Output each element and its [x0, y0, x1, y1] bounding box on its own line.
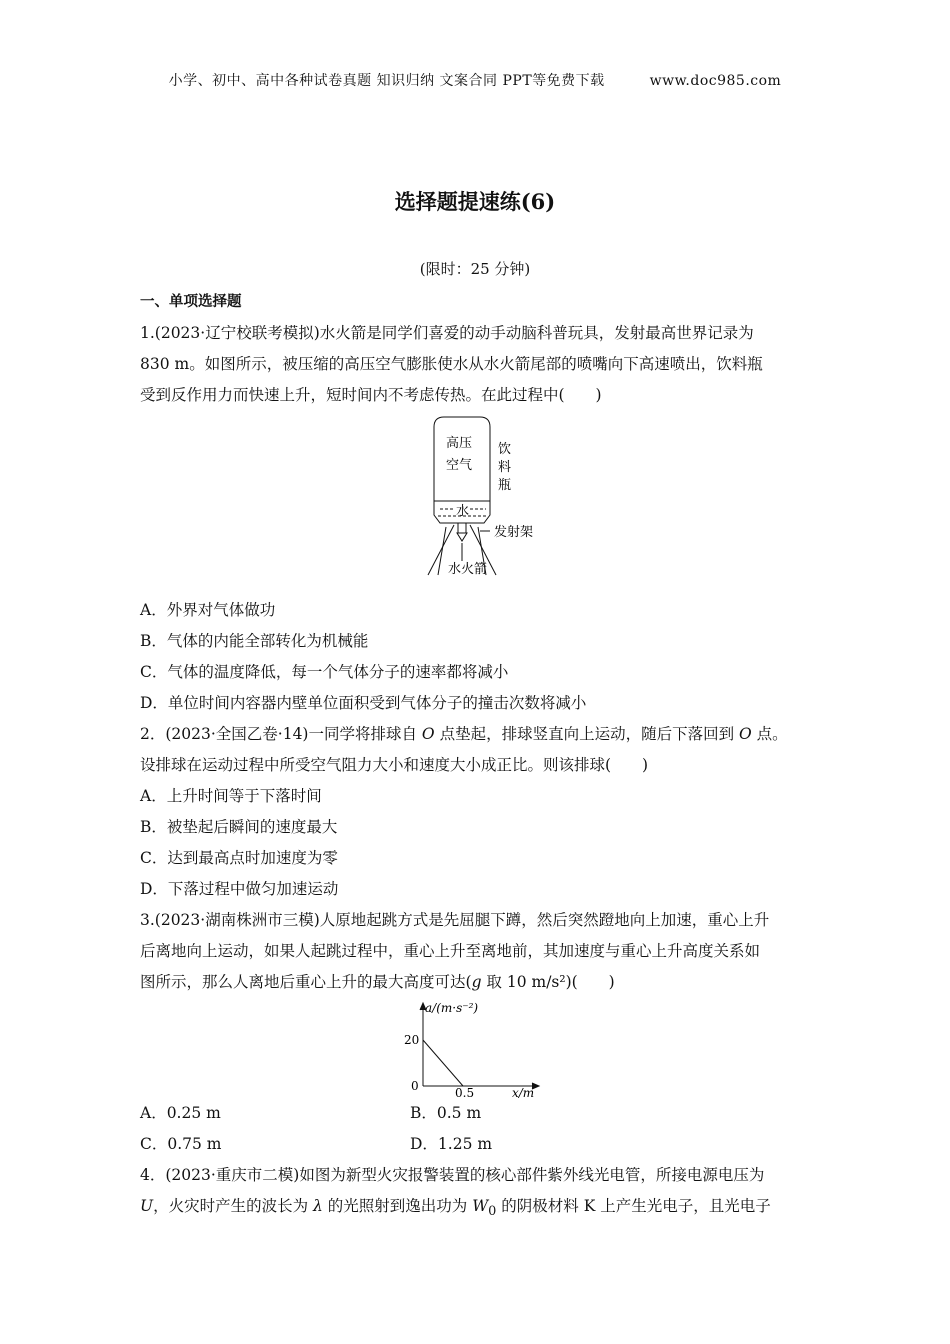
q1-option-d: D．单位时间内容器内壁单位面积受到气体分子的撞击次数将减小: [140, 694, 587, 712]
q2-line2: 设排球在运动过程中所受空气阻力大小和速度大小成正比。则该排球( ): [140, 756, 649, 774]
q3-line3: 图所示，那么人离地后重心上升的最大高度可达(g 取 10 m/s²)( ): [140, 973, 615, 991]
fig-water-label: 水: [456, 504, 470, 519]
graph-x-tick-05: 0.5: [455, 1086, 475, 1098]
fig-bottle-label-3: 瓶: [498, 478, 512, 493]
graph-line: [423, 1040, 463, 1086]
water-rocket-figure: [410, 413, 610, 593]
fig-air-label-1: 高压: [446, 436, 473, 451]
graph-y-label: a/(m·s⁻²): [425, 1001, 479, 1015]
header-text: 小学、初中、高中各种试卷真题 知识归纳 文案合同 PPT等免费下载: [168, 73, 605, 89]
graph-origin: 0: [411, 1079, 419, 1093]
q1-line3: 受到反作用力而快速上升，短时间内不考虑传热。在此过程中( ): [140, 386, 602, 404]
q3-line1: 3.(2023·湖南株洲市三模)人原地起跳方式是先屈腿下蹲，然后突然蹬地向上加速，重心上升: [140, 911, 770, 929]
fig-rocket-label: 水火箭: [448, 562, 488, 577]
q4-line2: U，火灾时产生的波长为 λ 的光照射到逸出功为 $W_0$ 的阴极材料 K 上产生光电子，且光电子: [140, 1197, 771, 1220]
q3-options-row-1: [140, 1098, 820, 1129]
q1-option-a: A．外界对气体做功: [140, 601, 276, 619]
q3-option-b: B．0.5 m: [410, 1104, 482, 1122]
q2-option-c: C．达到最高点时加速度为零: [140, 849, 338, 867]
time-limit: (限时：25 分钟): [419, 260, 531, 278]
acceleration-graph: [378, 998, 558, 1098]
q4-line1: 4．(2023·重庆市二模)如图为新型火灾报警装置的核心部件紫外线光电管，所接电源电压为: [140, 1166, 765, 1184]
page-title: 选择题提速练(6): [394, 189, 556, 214]
q3-option-a: A．0.25 m: [140, 1104, 221, 1122]
q3-options-row-2: [140, 1129, 820, 1160]
q1-option-c: C．气体的温度降低，每一个气体分子的速率都将减小: [140, 663, 509, 681]
graph-y-tick-20: 20: [404, 1033, 420, 1047]
q3-line2: 后离地向上运动，如果人起跳过程中，重心上升至离地前，其加速度与重心上升高度关系如: [140, 942, 761, 960]
q3-option-d: D．1.25 m: [410, 1135, 493, 1153]
q2-option-a: A．上升时间等于下落时间: [140, 787, 322, 805]
q1-line1: 1.(2023·辽宁校联考模拟)水火箭是同学们喜爱的动手动脑科普玩具，发射最高世界记录为: [140, 324, 754, 342]
section-heading: 一、单项选择题: [140, 294, 242, 310]
q2-option-b: B．被垫起后瞬间的速度最大: [140, 818, 338, 836]
fig-bottle-label-1: 饮: [498, 442, 512, 457]
q1-option-b: B．气体的内能全部转化为机械能: [140, 632, 369, 650]
fig-stand-label: 发射架: [494, 525, 534, 540]
q3-option-c: C．0.75 m: [140, 1135, 222, 1153]
q1-line2: 830 m。如图所示，被压缩的高压空气膨胀使水从水火箭尾部的喷嘴向下高速喷出，饮料瓶: [140, 355, 763, 373]
page-header: [0, 70, 950, 90]
q2-line1: 2．(2023·全国乙卷·14)一同学将排球自 O 点垫起，排球竖直向上运动，随后下落回到 O 点。: [140, 725, 788, 743]
fig-air-label-2: 空气: [446, 458, 473, 473]
fig-bottle-label-2: 料: [498, 460, 512, 475]
graph-x-label: x/m: [512, 1086, 535, 1098]
question-content: [140, 287, 820, 1227]
q2-option-d: D．下落过程中做匀加速运动: [140, 880, 339, 898]
header-site[interactable]: www.doc985.com: [649, 73, 782, 89]
